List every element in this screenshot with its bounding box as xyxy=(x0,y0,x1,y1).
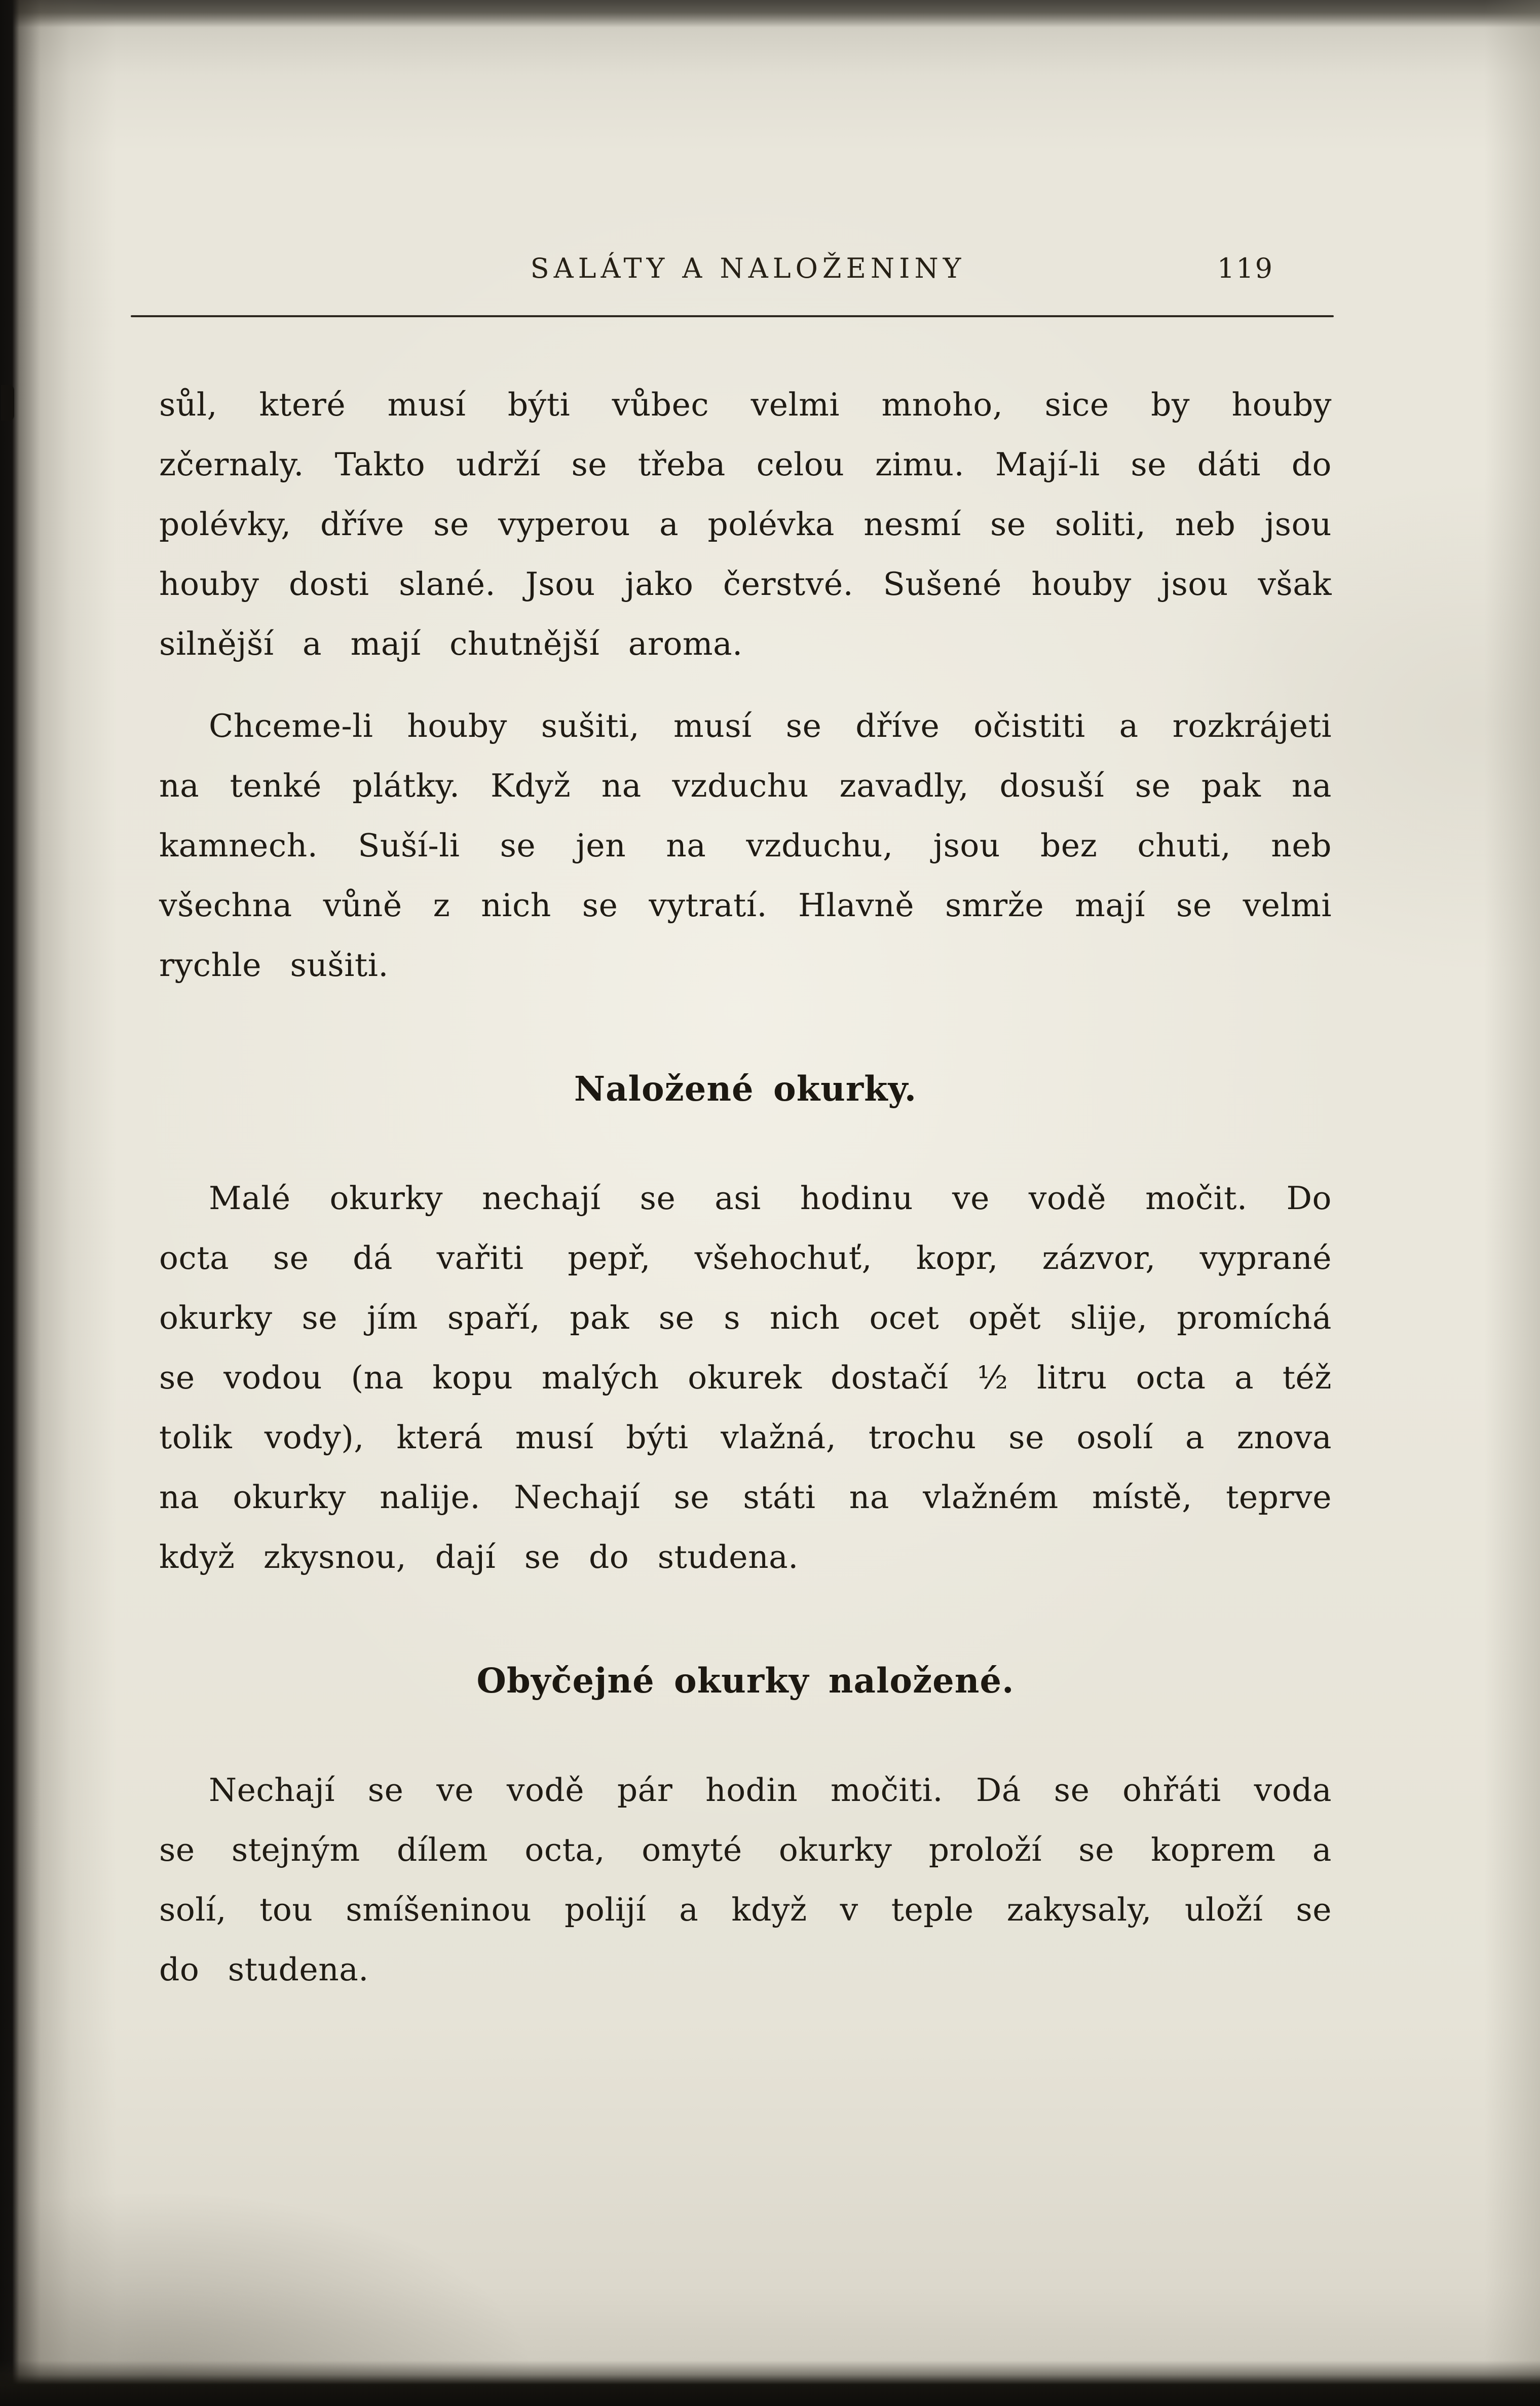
paragraph-continuation: sůl, které musí býti vůbec velmi mnoho, sice by houby zčernaly. Takto udrží se třeba celou zimu. Mají-li se dáti do polévky, dříve se vyperou a polévka nesmí se soliti, neb jsou houby dosti slané. Jsou jako čerstvé. Sušené houby jsou však silnější a mají chutnější aroma. xyxy=(159,386,1332,662)
page-edge-top xyxy=(0,0,1540,27)
page-edge-bottom xyxy=(0,2360,1540,2406)
scan-artifact-smudge xyxy=(1,385,14,421)
chapter-title: SALÁTY A NALOŽENINY xyxy=(530,252,966,284)
binding-shadow-left xyxy=(0,0,117,2406)
page-edge-right xyxy=(1484,0,1540,2406)
section-heading-obycejne-okurky: Obyčejné okurky naložené. xyxy=(476,1661,1015,1701)
paragraph: Chceme-li houby sušiti, musí se dříve očistiti a rozkrájeti na tenké plátky. Když na vzduchu zavadly, dosuší se pak na kamnech. Suší-li se jen na vzduchu, jsou bez chuti, neb všechna vůně z nich se vytratí. Hlavně smrže mají se velmi rychle sušiti. xyxy=(159,707,1332,984)
header-rule xyxy=(131,315,1334,317)
page-text xyxy=(159,375,1332,2022)
page-number: 119 xyxy=(1217,252,1274,284)
paragraph: Malé okurky nechají se asi hodinu ve vodě močit. Do octa se dá vařiti pepř, všehochuť, kopr, zázvor, vyprané okurky se jím spaří, pak se s nich ocet opět slije, promíchá se vodou (na kopu malých okurek dostačí ½ litru octa a též tolik vody), která musí býti vlažná, trochu se osolí a znova na okurky nalije. Nechají se státi na vlažném místě, teprve když zkysnou, dají se do studena. xyxy=(159,1180,1332,1575)
section-heading-nalozene-okurky: Naložené okurky. xyxy=(574,1069,917,1109)
running-header xyxy=(167,252,1329,293)
paragraph: Nechají se ve vodě pár hodin močiti. Dá se ohřáti voda se stejným dílem octa, omyté okurky proloží se koprem a solí, tou smíšeninou polijí a když v teple zakysaly, uloží se do studena. xyxy=(159,1772,1332,1988)
